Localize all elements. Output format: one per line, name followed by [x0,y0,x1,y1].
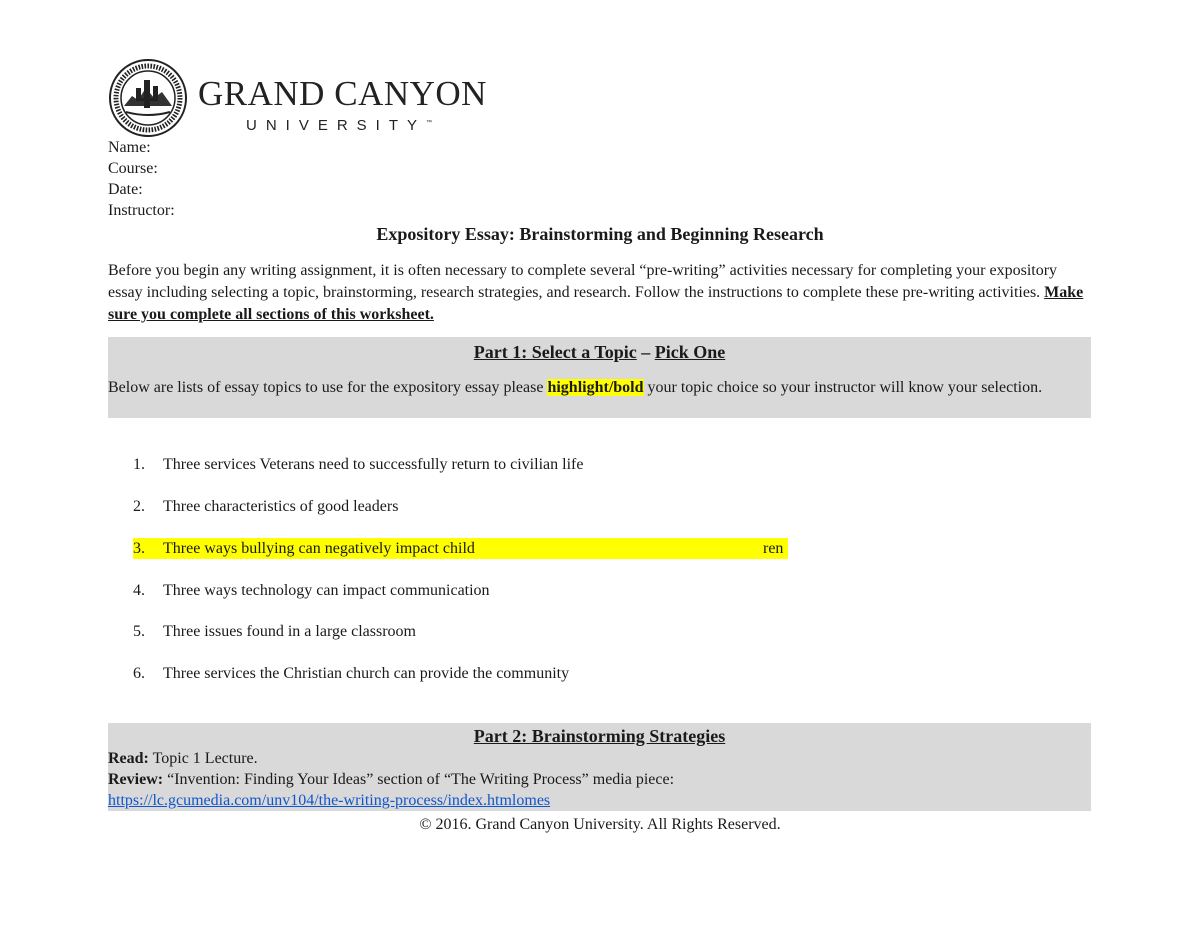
topic-option-4[interactable] [133,580,490,601]
intro-text: Before you begin any writing assignment, it is often necessary to complete several “pre-writing” activities necessary for completing your expository essay including selecting a topic, brainstorming, research strategies, and research. Follow the instructions to complete these pre-writing activities. [108,262,1058,301]
part2-link-line [108,790,1088,811]
review-label: Review: [108,771,164,788]
intro-emphasis: Make sure you complete all sections of this worksheet. [108,284,1084,323]
logo-wordmark-line2-text: UNIVERSITY [246,117,427,134]
part2-section [108,723,1091,811]
part1-instructions [108,377,1088,398]
date-field-label: Date: [108,181,143,198]
topic-number: 2. [133,498,145,515]
university-seal-icon [108,58,188,138]
topic-number: 3. [133,540,145,557]
part2-heading [108,724,1091,748]
document-title: Expository Essay: Brainstorming and Beginning Research [376,224,824,244]
topic-option-1[interactable] [133,454,583,475]
topic-option-3-selected[interactable] [133,538,788,559]
part2-review-line [108,769,1088,790]
topic-number: 5. [133,623,145,640]
part1-instructions-before: Below are lists of essay topics to use for the expository essay please [108,379,548,396]
part1-heading-subtitle: Pick One [654,342,726,362]
part1-heading-dash: – [636,342,655,362]
topic-option-5[interactable] [133,621,416,642]
intro-paragraph [108,260,1093,326]
logo-wordmark-line2 [246,118,432,133]
topic-option-2[interactable] [133,496,398,517]
part1-heading [108,340,1091,364]
course-field-label: Course: [108,160,158,177]
university-logo [108,58,488,138]
topic-text: Three services the Christian church can provide the community [163,665,570,682]
review-text: “Invention: Finding Your Ideas” section of “The Writing Process” media piece: [163,771,675,788]
logo-wordmark-line1: GRAND CANYON [198,74,487,113]
topic-number: 4. [133,582,145,599]
topic-number: 1. [133,456,145,473]
instructor-field-label: Instructor: [108,202,175,219]
topic-text: Three issues found in a large classroom [163,623,416,640]
topic-number: 6. [133,665,145,682]
writing-process-link[interactable]: https://lc.gcumedia.com/unv104/the-writing-process/index.htmlomes [108,792,551,809]
topic-text: Three services Veterans need to successfully return to civilian life [163,456,584,473]
read-text: Topic 1 Lecture. [148,750,258,767]
highlight-bold-label: highlight/bold [547,379,644,396]
trademark-mark: ™ [426,120,433,126]
part2-read-line [108,748,1088,769]
part2-heading-title: Part 2: Brainstorming Strategies [473,726,726,746]
read-label: Read: [108,750,149,767]
topic-text-tail: ren [763,540,784,557]
part1-heading-title: Part 1: Select a Topic [473,342,637,362]
part1-section [108,337,1091,418]
part1-instructions-after: your topic choice so your instructor will know your selection. [643,379,1043,396]
topic-text: Three ways technology can impact communication [163,582,490,599]
copyright-footer: © 2016. Grand Canyon University. All Rights Reserved. [419,816,781,833]
topic-text: Three ways bullying can negatively impact child [163,540,475,557]
topic-option-6[interactable] [133,663,569,684]
topic-text: Three characteristics of good leaders [163,498,399,515]
name-field-label: Name: [108,139,151,156]
